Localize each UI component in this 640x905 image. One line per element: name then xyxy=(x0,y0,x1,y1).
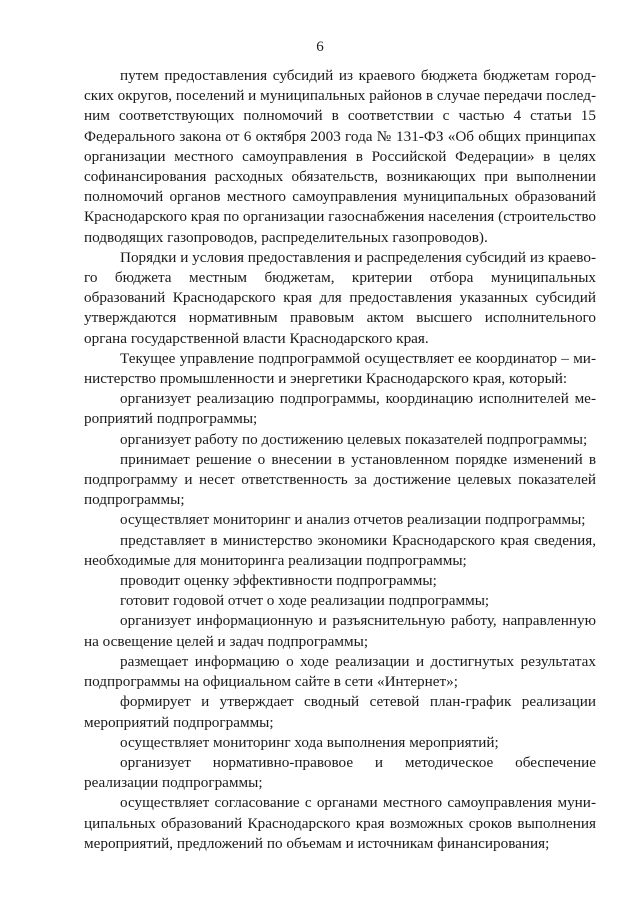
paragraph-management-intro: Текущее управление подпрограммой осуществляет ее координатор – министерство промышленности и энергетики Краснодарского края, который: xyxy=(84,349,596,388)
paragraph-subsidies-purpose: путем предоставления субсидий из краевого бюджета бюджетам городских округов, поселений и муниципальных районов в случае передачи последним соответствующих полномочий в соответствии с частью 4 статьи 15 Федерального закона от 6 октября 2003 года № 131-ФЗ «Об общих принципах организации местного самоуправления в Российской Федерации» в целях софинансирования расходных обязательств, возникающих при выполнении полномочий органов местного самоуправления муниципальных образований Краснодарского края по организации газоснабжения населения (строительство подводящих газопроводов, распределительных газопроводов). xyxy=(84,67,596,246)
list-item-monitoring-reports: осуществляет мониторинг и анализ отчетов реализации подпрограммы; xyxy=(120,511,586,529)
list-item-information-work: организует информационную и разъяснительную работу, направленную на освещение целей и задач подпрограммы; xyxy=(84,612,596,650)
paragraph-subsidies-procedure: Порядки и условия предоставления и распределения субсидий из краевого бюджета местным бюджетам, критерии отбора муниципальных образований Краснодарского края для предоставления указанных субсидий утверждаются нормативным правовым актом высшего исполнительного органа государственной власти Краснодарского края. xyxy=(84,248,596,347)
list-item-annual-report: готовит годовой отчет о ходе реализации подпрограммы; xyxy=(120,592,490,610)
list-item-legal-support: организует нормативно-правовое и методическое обеспечение реализации подпрограммы; xyxy=(84,753,596,792)
list-item-evaluates-efficiency: проводит оценку эффективности подпрограммы; xyxy=(120,572,437,590)
list-item-organizes-work: организует работу по достижению целевых показателей подпрограммы; xyxy=(120,430,588,448)
page-number: 6 xyxy=(316,39,324,55)
list-item-coordination: осуществляет согласование с органами местного самоуправления муниципальных образований Краснодарского края возможных сроков выполнения мероприятий, предложений по объемам и источникам финансирования; xyxy=(84,794,596,852)
list-item-submits-info: представляет в министерство экономики Краснодарского края сведения, необходимые для мониторинга реализации подпрограммы; xyxy=(84,531,596,569)
list-item-publishes-info: размещает информацию о ходе реализации и достигнутых результатах подпрограммы на официальном сайте в сети «Интернет»; xyxy=(84,652,596,691)
list-item-makes-decisions: принимает решение о внесении в установленном порядке изменений в подпрограмму и несет ответственность за достижение целевых показателей подпрограммы; xyxy=(84,450,596,509)
document-body xyxy=(84,66,596,854)
list-item-organizes-implementation: организует реализацию подпрограммы, координацию исполнителей мероприятий подпрограммы; xyxy=(84,390,596,428)
list-item-monitors-progress: осуществляет мониторинг хода выполнения мероприятий; xyxy=(120,733,499,751)
list-item-network-schedule: формирует и утверждает сводный сетевой план-график реализации мероприятий подпрограммы; xyxy=(84,693,596,731)
